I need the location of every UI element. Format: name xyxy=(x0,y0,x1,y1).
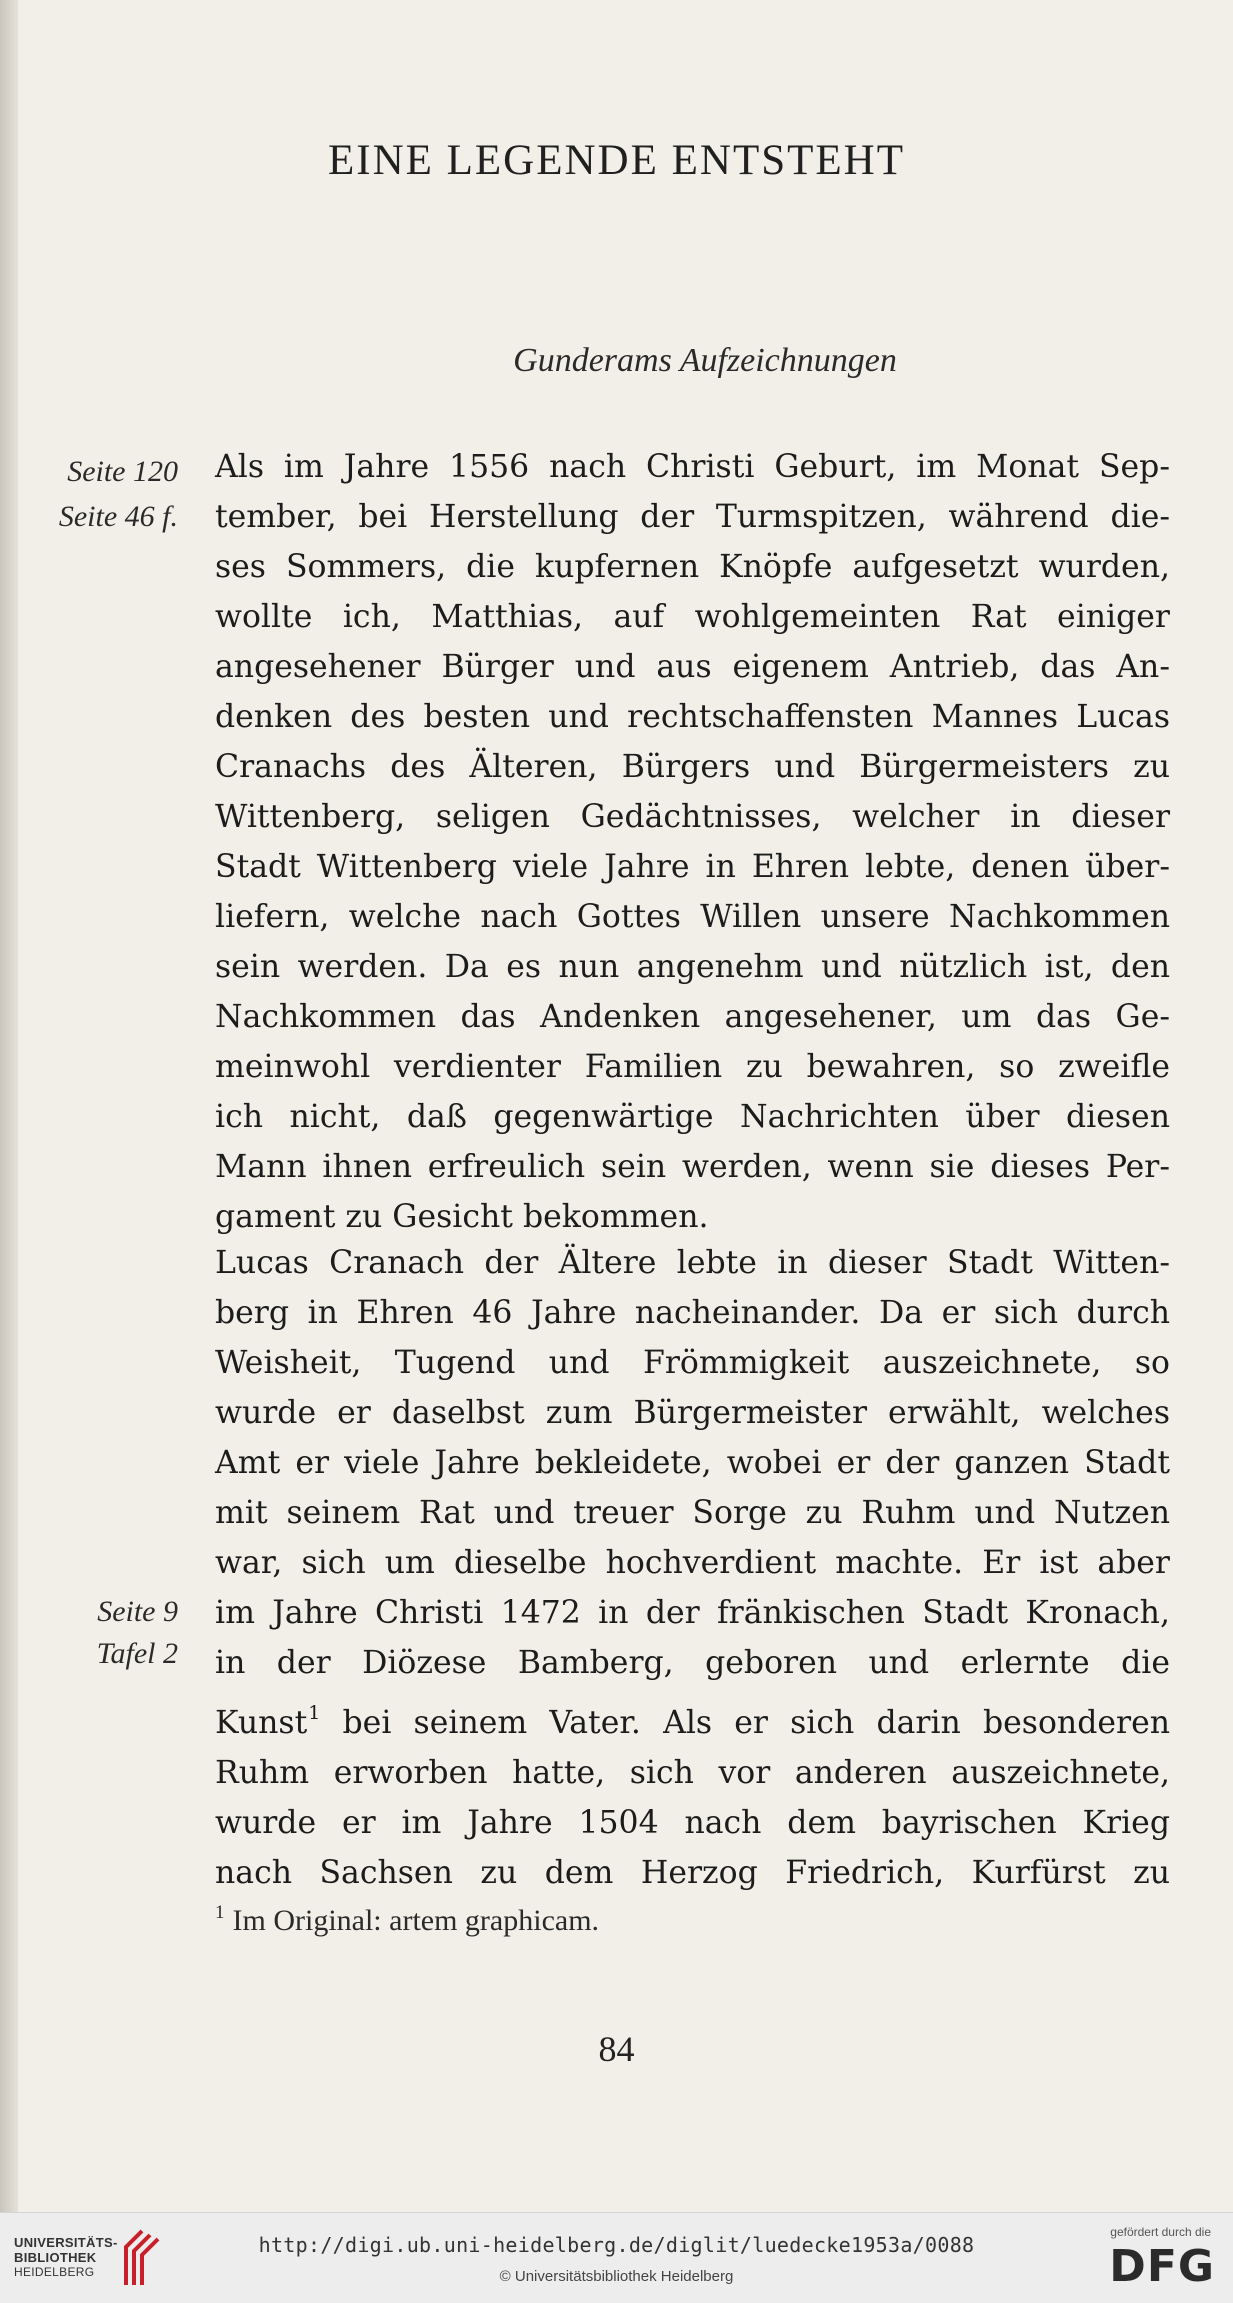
text-line: ses Sommers, die kupfernen Knöpfe aufgesetzt wurden, xyxy=(215,549,1170,585)
library-name-line: BIBLIOTHEK xyxy=(14,2250,97,2265)
text-line: Wittenberg, seligen Gedächtnisses, welcher in dieser xyxy=(215,799,1170,835)
text-line: wurde er daselbst zum Bürgermeister erwählt, welches xyxy=(215,1395,1170,1431)
text-line: ich nicht, daß gegenwärtige Nachrichten über diesen xyxy=(215,1099,1170,1135)
text-line: sein werden. Da es nun angenehm und nützlich ist, den xyxy=(215,949,1170,985)
text-line: war, sich um dieselbe hochverdient machte. Er ist aber xyxy=(215,1545,1170,1581)
text-line: liefern, welche nach Gottes Willen unsere Nachkommen xyxy=(215,899,1170,935)
text-line: nach Sachsen zu dem Herzog Friedrich, Kurfürst zu xyxy=(215,1855,1170,1891)
text-line: tember, bei Herstellung der Turmspitzen, während die- xyxy=(215,499,1170,535)
text-line: wurde er im Jahre 1504 nach dem bayrischen Krieg xyxy=(215,1805,1170,1841)
text-line: meinwohl verdienter Familien zu bewahren, so zweifle xyxy=(215,1049,1170,1085)
footnote-text: Im Original: artem graphicam. xyxy=(232,1904,600,1937)
text-line-rest: bei seinem Vater. Als er sich darin besonderen xyxy=(342,1705,1171,1741)
text-line: im Jahre Christi 1472 in der fränkischen Stadt Kronach, xyxy=(215,1595,1170,1631)
section-subheading: Gunderams Aufzeichnungen xyxy=(513,342,897,379)
text-line: Nachkommen das Andenken angesehener, um das Ge- xyxy=(215,999,1170,1035)
margin-note-seite-9: Seite 9 xyxy=(97,1595,178,1628)
text-line: Stadt Wittenberg viele Jahre in Ehren lebte, denen über- xyxy=(215,849,1170,885)
chapter-heading: EINE LEGENDE ENTSTEHT xyxy=(328,137,905,184)
viewer-footer xyxy=(0,2212,1233,2303)
funded-by-label: gefördert durch die xyxy=(1110,2225,1211,2239)
copyright-notice: © Universitätsbibliothek Heidelberg xyxy=(499,2268,734,2285)
text-line: Als im Jahre 1556 nach Christi Geburt, im Monat Sep- xyxy=(215,449,1170,485)
footnote xyxy=(215,1902,599,1938)
footnote-number: 1 xyxy=(215,1902,225,1923)
text-line: Mann ihnen erfreulich sein werden, wenn sie dieses Per- xyxy=(215,1149,1170,1185)
page-number: 84 xyxy=(598,2029,635,2069)
footnote-marker: 1 xyxy=(308,1702,321,1724)
text-line: Weisheit, Tugend und Frömmigkeit auszeichnete, so xyxy=(215,1345,1170,1381)
text-line: wollte ich, Matthias, auf wohlgemeinten Rat einiger xyxy=(215,599,1170,635)
library-name-line: HEIDELBERG xyxy=(14,2265,95,2279)
dfg-logo[interactable]: DFG xyxy=(1109,2241,1215,2292)
text-line: Ruhm erworben hatte, sich vor anderen auszeichnete, xyxy=(215,1755,1170,1791)
text-line: Cranachs des Älteren, Bürgers und Bürgermeisters zu xyxy=(215,749,1170,785)
margin-note-tafel-2: Tafel 2 xyxy=(96,1637,178,1670)
text-line: berg in Ehren 46 Jahre nacheinander. Da er sich durch xyxy=(215,1295,1170,1331)
text-line: angesehener Bürger und aus eigenem Antrieb, das An- xyxy=(215,649,1170,685)
margin-note-seite-46f: Seite 46 f. xyxy=(58,500,178,533)
permalink-url[interactable]: http://digi.ub.uni-heidelberg.de/diglit/luedecke1953a/0088 xyxy=(258,2233,975,2257)
paragraph-1 xyxy=(215,442,1170,1242)
text-line: mit seinem Rat und treuer Sorge zu Ruhm und Nutzen xyxy=(215,1495,1170,1531)
paragraph-2 xyxy=(215,1238,1170,1898)
text-line: Amt er viele Jahre bekleidete, wobei er der ganzen Stadt xyxy=(215,1445,1170,1481)
page-binding-edge xyxy=(0,0,18,2212)
footnote-word: Kunst xyxy=(215,1705,308,1741)
library-name-line: UNIVERSITÄTS- xyxy=(14,2235,118,2250)
text-line: in der Diözese Bamberg, geboren und erlernte die xyxy=(215,1645,1170,1681)
text-line: Lucas Cranach der Ältere lebte in dieser Stadt Witten- xyxy=(215,1245,1170,1281)
margin-note-seite-120: Seite 120 xyxy=(67,455,178,488)
text-line: gament zu Gesicht bekommen. xyxy=(215,1199,709,1235)
text-line-with-footnote xyxy=(215,1688,1170,1748)
text-line: denken des besten und rechtschaffensten Mannes Lucas xyxy=(215,699,1170,735)
